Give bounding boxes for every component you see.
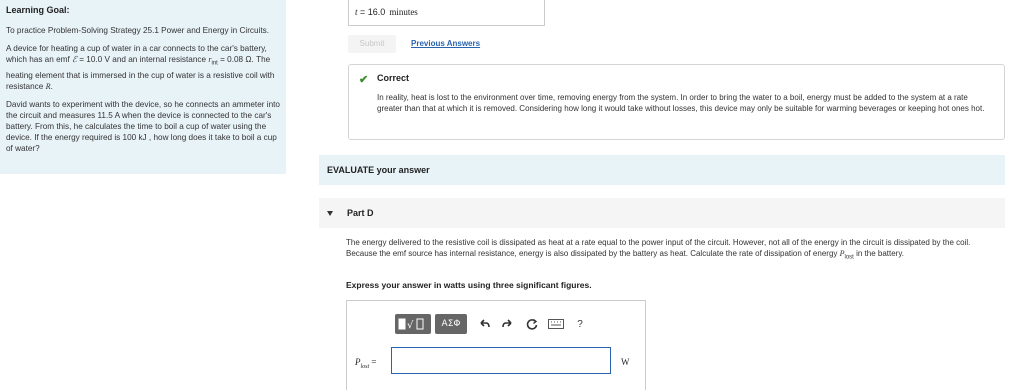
previous-answer-box: t = 16.0 minutes bbox=[348, 0, 545, 26]
help-icon[interactable]: ? bbox=[577, 318, 583, 330]
answer-unit: minutes bbox=[389, 7, 418, 17]
part-d-description: The energy delivered to the resistive coil is dissipated as heat at a rate equal to the power input of the circuit. However, not all of the energy in the circuit is dissipated by the coil. Because the emf source has internal resistance, energy is also dissipated by the battery as heat. Calculate the rate of dissipation of energy $P_{lost}$ in the battery. bbox=[346, 238, 971, 261]
reset-icon[interactable] bbox=[521, 314, 543, 334]
part-d-label: Part D bbox=[347, 208, 374, 218]
learning-goal-heading: Learning Goal: bbox=[6, 5, 70, 15]
answer-unit-label: W bbox=[621, 357, 630, 367]
express-instruction: Express your answer in watts using three significant figures. bbox=[346, 280, 592, 290]
evaluate-section-header: EVALUATE your answer bbox=[319, 155, 1005, 185]
greek-symbols-button[interactable]: ΑΣΦ bbox=[435, 314, 467, 334]
part-d-header[interactable] bbox=[319, 198, 1005, 228]
feedback-title: Correct bbox=[377, 73, 410, 83]
energy-value: 100 kJ bbox=[120, 132, 149, 142]
keyboard-icon[interactable] bbox=[545, 314, 567, 334]
redo-icon[interactable] bbox=[497, 314, 519, 334]
emf-symbol: ℰ bbox=[72, 55, 77, 64]
emf-value: = 10.0 V bbox=[76, 55, 110, 64]
answer-variable-label: $P_{lost}$ = bbox=[355, 357, 377, 370]
previous-answers-link[interactable]: Previous Answers bbox=[411, 39, 481, 48]
rint-value: = 0.08 Ω bbox=[217, 55, 252, 64]
submit-button[interactable]: Submit bbox=[348, 35, 396, 53]
p-lost-answer-input[interactable] bbox=[391, 347, 611, 374]
learning-goal-panel bbox=[0, 0, 286, 174]
templates-icon bbox=[398, 317, 428, 331]
answer-value: 16.0 bbox=[367, 7, 386, 17]
undo-icon[interactable] bbox=[473, 314, 495, 334]
math-toolbar bbox=[395, 313, 591, 335]
collapse-triangle-icon[interactable] bbox=[327, 211, 333, 216]
rint-symbol: r bbox=[208, 55, 212, 64]
correct-feedback-box bbox=[348, 64, 1005, 140]
current-value: 11.5 A bbox=[95, 110, 122, 120]
resistance-symbol: R bbox=[45, 81, 51, 91]
feedback-body: In reality, heat is lost to the environment over time, removing energy from the system. In order to bring the water to a boil, energy must be added to the system at a rate greater than that at which it is removed. Considering how long it would take without losses, this device may only be suitable for warming beverages or keeping hot ones hot. bbox=[377, 93, 985, 113]
templates-button[interactable] bbox=[395, 314, 431, 334]
p-lost-symbol: P bbox=[839, 249, 845, 258]
svg-text:√: √ bbox=[407, 320, 414, 331]
learning-goal-intro: To practice Problem-Solving Strategy 25.1 Power and Energy in Circuits. bbox=[6, 26, 270, 35]
answer-variable: t bbox=[355, 7, 358, 17]
answer-work-area bbox=[346, 300, 646, 390]
problem-paragraph-1: A device for heating a cup of water in a car connects to the car's battery, which has an emf ℰ = 10.0 V and an internal resistance $r_{int} = 0.08$ Ω. The heating element that is immersed in the cup of water is a resistive coil with resistance R. bbox=[6, 44, 275, 91]
problem-paragraph-2: David wants to experiment with the device, so he connects an ammeter into the circuit and measures 11.5 A when the device is connected to the car's battery. From this, he calculates the time to boil a cup of water using the device. If the energy required is 100 kJ , how long does it take to boil a cup of water? bbox=[6, 99, 280, 153]
checkmark-icon: ✔ bbox=[359, 74, 369, 86]
